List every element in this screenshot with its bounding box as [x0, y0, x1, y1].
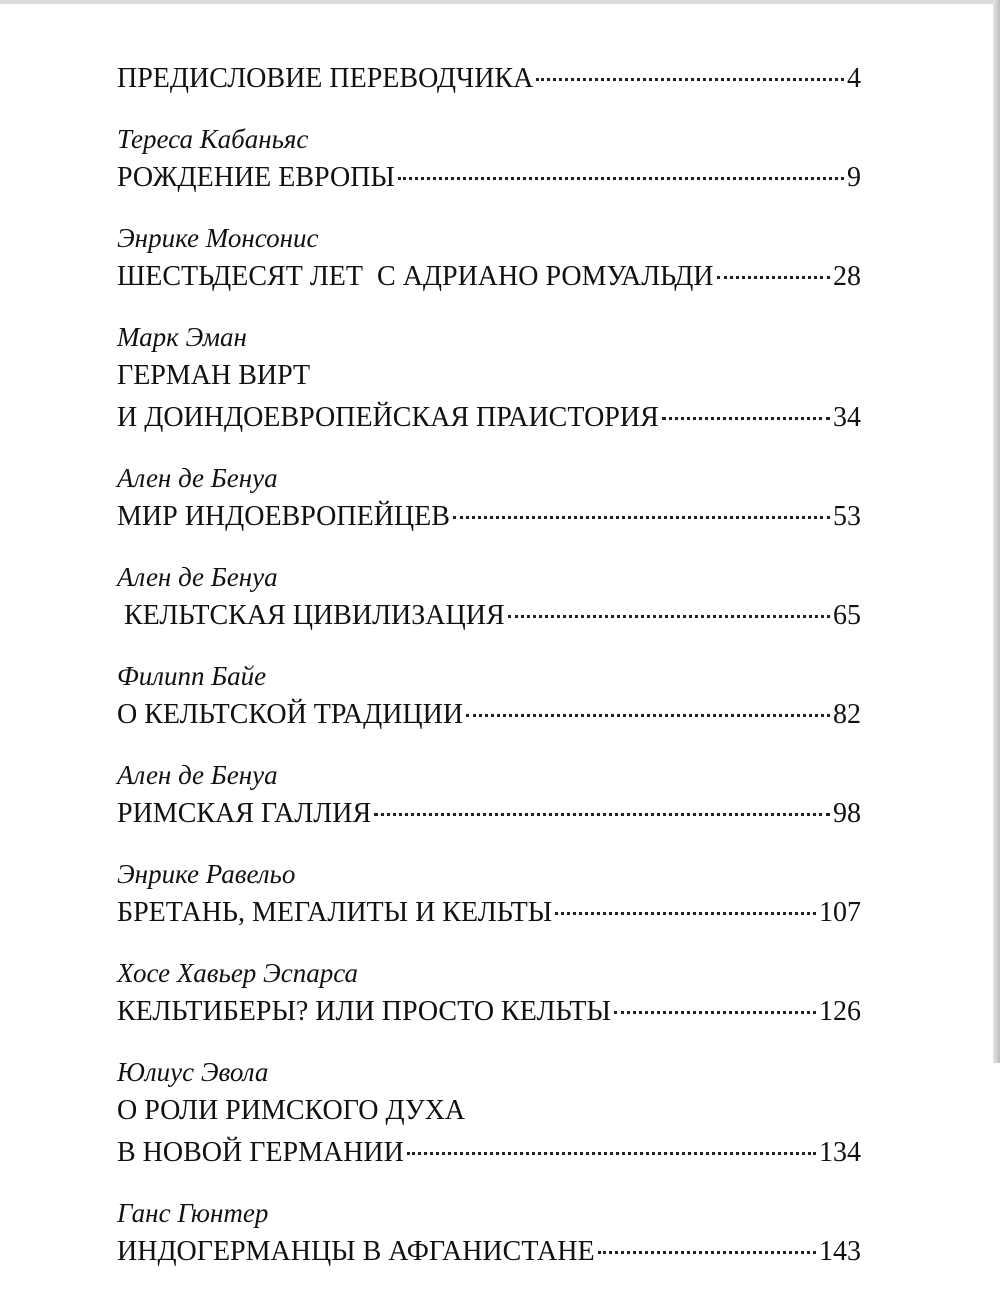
toc-entry: [117, 658, 861, 736]
toc-entry-title: РИМСКАЯ ГАЛЛИЯ: [117, 798, 372, 829]
toc-page-number: 34: [833, 402, 861, 433]
toc-entry-line[interactable]: [117, 496, 861, 538]
toc-page-number: 53: [833, 501, 861, 532]
page-right-edge: [993, 0, 1000, 1063]
toc-title-line: О РОЛИ РИМСКОГО ДУХА: [117, 1095, 466, 1126]
toc-page-number: 134: [819, 1137, 861, 1168]
toc-page-number: 107: [819, 897, 861, 928]
toc-entry-line[interactable]: [117, 1132, 861, 1174]
toc-entry: [117, 1054, 861, 1174]
toc-author: Марк Эман: [117, 322, 247, 352]
dot-leader: [508, 615, 830, 618]
toc-entry-title: ПРЕДИСЛОВИЕ ПЕРЕВОДЧИКА: [117, 63, 534, 94]
dot-leader: [555, 912, 816, 915]
page-top-edge: [0, 0, 1000, 4]
toc-author: Ален де Бенуа: [117, 760, 278, 790]
toc-author: Тереса Кабаньяс: [117, 124, 309, 154]
toc-entry-title: И ДОИНДОЕВРОПЕЙСКАЯ ПРАИСТОРИЯ: [117, 402, 659, 433]
dot-leader: [453, 516, 830, 519]
toc-page-number: 65: [833, 600, 861, 631]
toc-entry-title: БРЕТАНЬ, МЕГАЛИТЫ И КЕЛЬТЫ: [117, 897, 553, 928]
toc-page-number: 4: [847, 63, 861, 94]
toc-entry: [117, 319, 861, 439]
toc-entry: [117, 220, 861, 298]
toc-author: Ганс Гюнтер: [117, 1198, 269, 1228]
toc-page-number: 126: [819, 996, 861, 1027]
toc-page-number: 82: [833, 699, 861, 730]
toc-entry: [117, 559, 861, 637]
table-of-contents: [117, 58, 861, 1294]
toc-entry-line[interactable]: [117, 58, 861, 100]
toc-author: Филипп Байе: [117, 661, 267, 691]
toc-entry-line[interactable]: [117, 793, 861, 835]
toc-entry-title: КЕЛЬТИБЕРЫ? ИЛИ ПРОСТО КЕЛЬТЫ: [117, 996, 611, 1027]
toc-author: Юлиус Эвола: [117, 1057, 269, 1087]
toc-page-number: 98: [833, 798, 861, 829]
toc-entry-line[interactable]: [117, 157, 861, 199]
dot-leader: [407, 1152, 816, 1155]
toc-page-number: 9: [847, 162, 861, 193]
toc-entry-title: В НОВОЙ ГЕРМАНИИ: [117, 1137, 404, 1168]
toc-author: Ален де Бенуа: [117, 562, 278, 592]
toc-entry: [117, 856, 861, 934]
dot-leader: [614, 1011, 816, 1014]
dot-leader: [662, 417, 830, 420]
toc-author: Энрике Монсонис: [117, 223, 319, 253]
dot-leader: [466, 714, 830, 717]
dot-leader: [598, 1251, 816, 1254]
toc-entry-line[interactable]: [117, 595, 861, 637]
dot-leader: [374, 813, 830, 816]
toc-page-number: 143: [819, 1236, 861, 1267]
toc-entry-line[interactable]: [117, 991, 861, 1033]
toc-entry-preface: [117, 58, 861, 100]
toc-author: Хосе Хавьер Эспарса: [117, 958, 358, 988]
dot-leader: [536, 78, 844, 81]
dot-leader: [717, 276, 830, 279]
toc-entry-line[interactable]: [117, 397, 861, 439]
toc-entry: [117, 460, 861, 538]
toc-entry-line[interactable]: [117, 1231, 861, 1273]
toc-author: Ален де Бенуа: [117, 463, 278, 493]
toc-entry: [117, 757, 861, 835]
toc-entry: [117, 1195, 861, 1273]
toc-entry-line[interactable]: [117, 892, 861, 934]
dot-leader: [398, 177, 844, 180]
toc-entry-title: КЕЛЬТСКАЯ ЦИВИЛИЗАЦИЯ: [117, 600, 505, 631]
toc-entry-title: МИР ИНДОЕВРОПЕЙЦЕВ: [117, 501, 450, 532]
toc-entry-line[interactable]: [117, 256, 861, 298]
toc-entry-title: ИНДОГЕРМАНЦЫ В АФГАНИСТАНЕ: [117, 1236, 595, 1267]
toc-entry-title: РОЖДЕНИЕ ЕВРОПЫ: [117, 162, 395, 193]
toc-entry: [117, 121, 861, 199]
toc-author: Энрике Равельо: [117, 859, 296, 889]
toc-entry-title: О КЕЛЬТСКОЙ ТРАДИЦИИ: [117, 699, 464, 730]
toc-entry-line[interactable]: [117, 694, 861, 736]
toc-entry: [117, 955, 861, 1033]
toc-entry-title: ШЕСТЬДЕСЯТ ЛЕТ С АДРИАНО РОМУАЛЬДИ: [117, 261, 714, 292]
toc-page-number: 28: [833, 261, 861, 292]
toc-title-line: ГЕРМАН ВИРТ: [117, 360, 311, 391]
